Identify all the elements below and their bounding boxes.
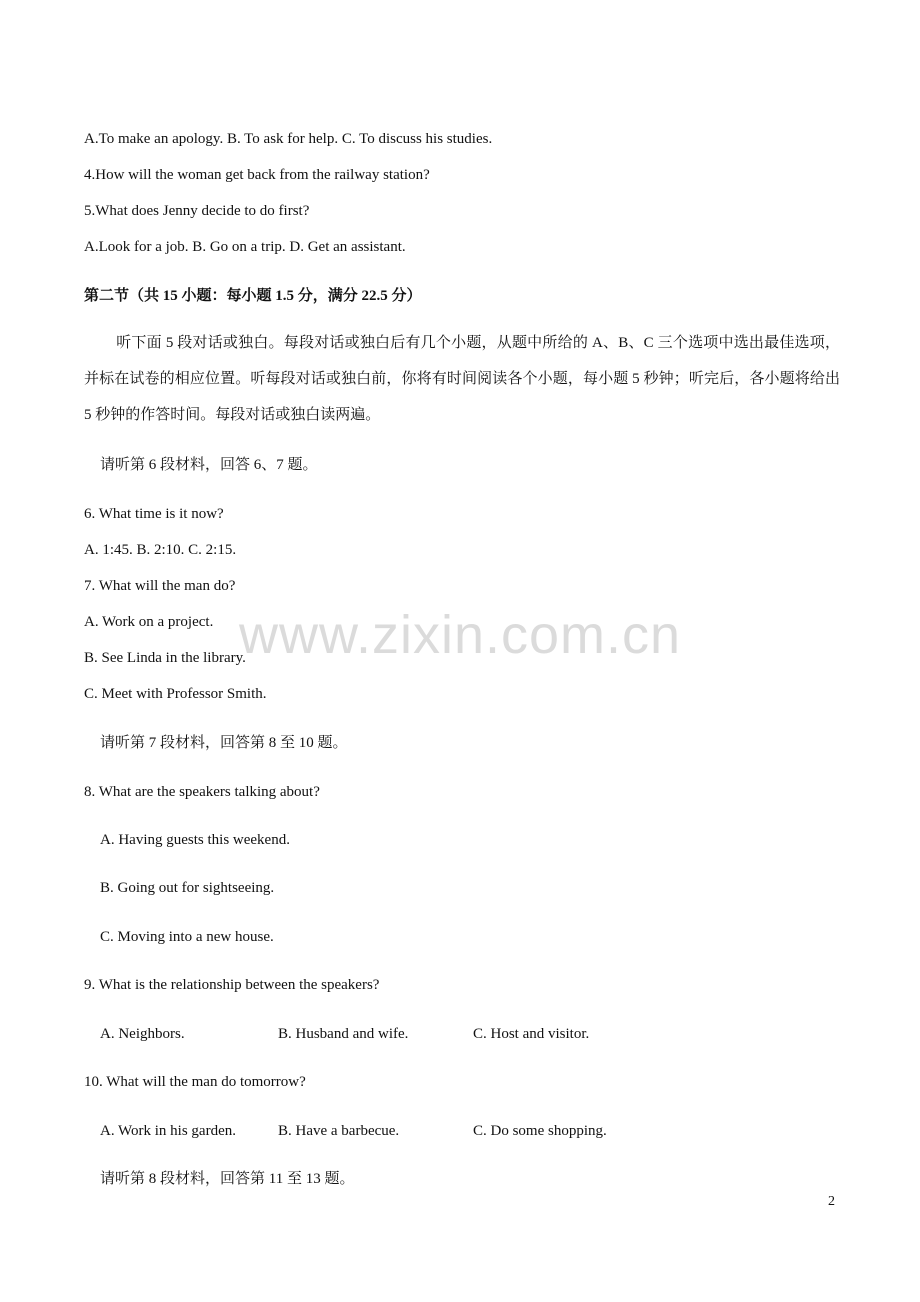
material-8-heading: 请听第 8 段材料，回答第 11 至 13 题。 <box>100 1171 355 1187</box>
instructions-paragraph <box>84 325 840 433</box>
question-8: 8. What are the speakers talking about? <box>84 784 320 800</box>
watermark: www.zixin.com.cn <box>238 605 682 665</box>
question-10-option-a: A. Work in his garden. <box>100 1123 236 1139</box>
question-10-option-c: C. Do some shopping. <box>473 1123 607 1139</box>
question-7-option-b: B. See Linda in the library. <box>84 650 246 666</box>
question-10-option-b: B. Have a barbecue. <box>278 1123 400 1139</box>
question-8-option-b: B. Going out for sightseeing. <box>100 880 275 896</box>
section-heading: 第二节（共 15 小题：每小题 1.5 分，满分 22.5 分） <box>84 288 422 304</box>
question-9-option-b: B. Husband and wife. <box>278 1026 409 1042</box>
question-6-options: A. 1:45. B. 2:10. C. 2:15. <box>84 542 237 558</box>
question-9-option-a: A. Neighbors. <box>100 1026 185 1042</box>
question-7-option-c: C. Meet with Professor Smith. <box>84 686 267 702</box>
question-5: 5.What does Jenny decide to do first? <box>84 203 310 219</box>
material-6-heading: 请听第 6 段材料，回答 6、7 题。 <box>100 457 318 473</box>
question-9-option-c: C. Host and visitor. <box>473 1026 590 1042</box>
question-9: 9. What is the relationship between the speakers? <box>84 977 380 993</box>
question-7-option-a: A. Work on a project. <box>84 614 214 630</box>
question-7: 7. What will the man do? <box>84 578 236 594</box>
question-3-options: A.To make an apology. B. To ask for help. C. To discuss his studies. <box>84 131 493 147</box>
question-4: 4.How will the woman get back from the railway station? <box>84 167 430 183</box>
question-8-option-c: C. Moving into a new house. <box>100 929 274 945</box>
question-8-option-a: A. Having guests this weekend. <box>100 832 290 848</box>
instructions-text: 听下面 5 段对话或独白。每段对话或独白后有几个小题，从题中所给的 A、B、C 三个选项中选出最佳选项，并标在试卷的相应位置。听每段对话或独白前，你将有时间阅读各个小题，每小题 5 秒钟；听完后，各小题将给出 5 秒钟的作答时间。每段对话或独白读两遍。 <box>84 335 840 423</box>
question-10: 10. What will the man do tomorrow? <box>84 1074 306 1090</box>
question-6: 6. What time is it now? <box>84 506 224 522</box>
page-number: 2 <box>828 1194 835 1209</box>
material-7-heading: 请听第 7 段材料，回答第 8 至 10 题。 <box>100 735 348 751</box>
question-5-options: A.Look for a job. B. Go on a trip. D. Get an assistant. <box>84 239 406 255</box>
